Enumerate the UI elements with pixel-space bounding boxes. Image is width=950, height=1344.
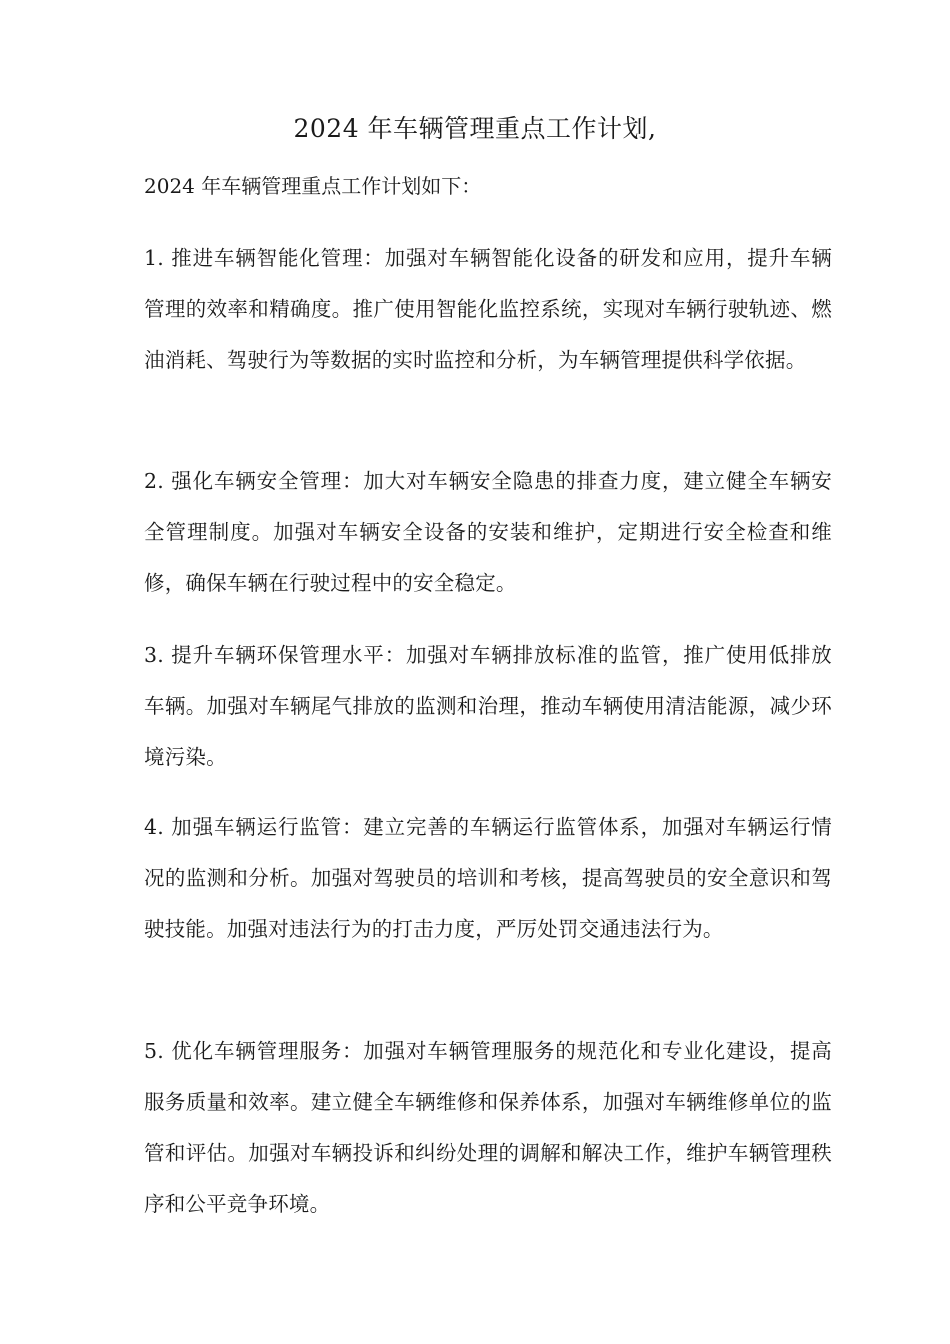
intro-line: 2024 年车辆管理重点工作计划如下： [144,174,482,198]
paragraph-4: 4. 加强车辆运行监管：建立完善的车辆运行监管体系，加强对车辆运行情况的监测和分析。加强对驾驶员的培训和考核，提高驾驶员的安全意识和驾驶技能。加强对违法行为的打击力度，严厉处罚交通违法行为。 [144,815,832,941]
paragraph-3: 3. 提升车辆环保管理水平：加强对车辆排放标准的监管，推广使用低排放车辆。加强对车辆尾气排放的监测和治理，推动车辆使用清洁能源，减少环境污染。 [144,643,832,769]
paragraph-1: 1. 推进车辆智能化管理：加强对车辆智能化设备的研发和应用，提升车辆管理的效率和精确度。推广使用智能化监控系统，实现对车辆行驶轨迹、燃油消耗、驾驶行为等数据的实时监控和分析，为车辆管理提供科学依据。 [144,246,832,372]
document-title: 2024 年车辆管理重点工作计划, [293,114,657,143]
paragraph-5: 5. 优化车辆管理服务：加强对车辆管理服务的规范化和专业化建设，提高服务质量和效率。建立健全车辆维修和保养体系，加强对车辆维修单位的监管和评估。加强对车辆投诉和纠纷处理的调解和解决工作，维护车辆管理秩序和公平竞争环境。 [144,1039,832,1216]
paragraph-2: 2. 强化车辆安全管理：加大对车辆安全隐患的排查力度，建立健全车辆安全管理制度。加强对车辆安全设备的安装和维护，定期进行安全检查和维修，确保车辆在行驶过程中的安全稳定。 [144,469,832,595]
